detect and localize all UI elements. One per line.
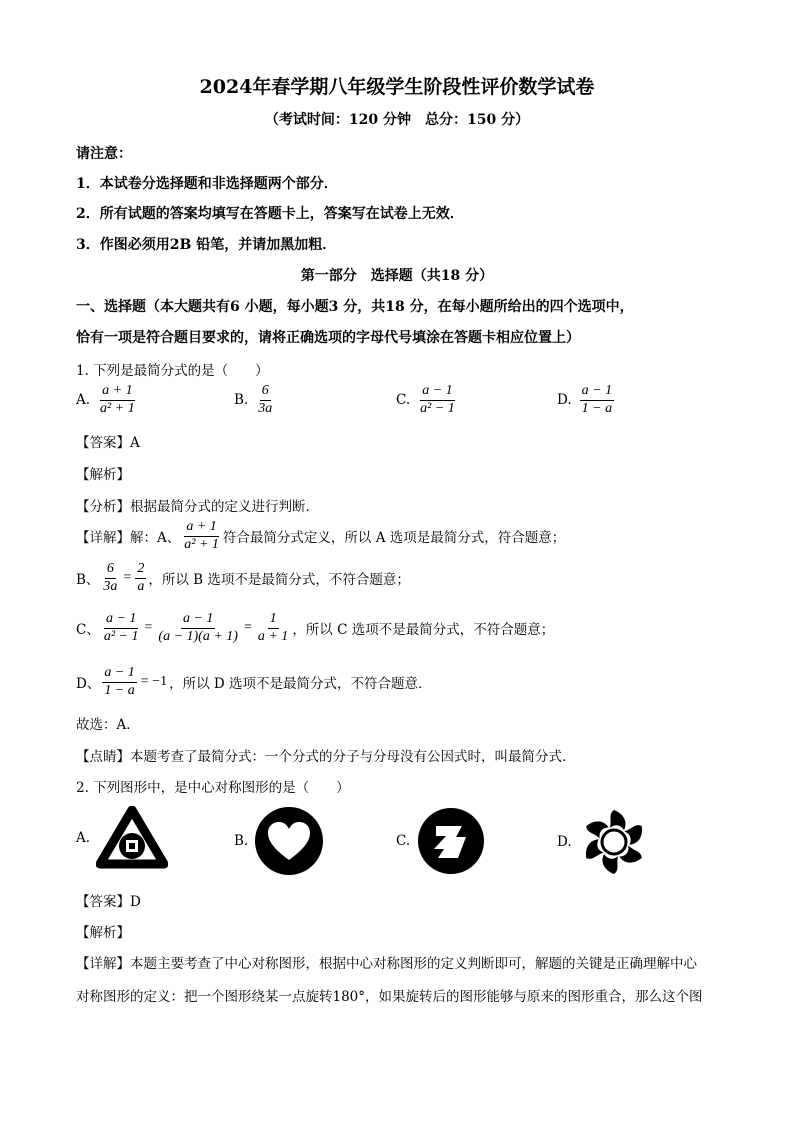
section-instructions-line1: 一、选择题（本大题共有6 小题，每小题3 分，共18 分，在每小题所给出的四个选项中， [76, 299, 634, 315]
detail-prefix: D、 [76, 676, 101, 693]
notice-item-2: 2．所有试题的答案均填写在答题卡上，答案写在试卷上无效． [76, 206, 464, 222]
detail-prefix: B、 [76, 572, 100, 589]
option-label: D. [557, 834, 572, 850]
detail-text: ，所以 D 选项不是最简分式，不符合题意． [169, 676, 432, 693]
q1-analysis-tag: 【解析】 [76, 467, 130, 483]
numerator: 6 [105, 562, 116, 579]
option-label: B. [234, 833, 249, 849]
notice-item-3: 3．作图必须用2B 铅笔，并请加黑加粗． [76, 237, 337, 253]
q2-answer: 【答案】D [76, 894, 141, 910]
notice-item-1: 1．本试卷分选择题和非选择题两个部分． [76, 176, 338, 192]
detail-text: ，所以 B 选项不是最简分式，不符合题意； [148, 572, 410, 589]
q2-option-a [76, 806, 168, 870]
numerator: 6 [260, 384, 271, 401]
fraction [580, 384, 614, 416]
q1-answer: 【答案】A [76, 435, 140, 451]
denominator: 3a [258, 400, 273, 416]
numerator: 2 [135, 562, 146, 579]
denominator: a + 1 [257, 628, 289, 644]
denominator: a² + 1 [100, 400, 135, 416]
flame-ring-icon [578, 806, 650, 878]
page-title: 2024年春学期八年级学生阶段性评价数学试卷 [199, 76, 595, 98]
q2-option-c [396, 806, 486, 876]
numerator: a − 1 [181, 612, 215, 629]
fraction [135, 562, 146, 594]
fraction [156, 612, 240, 644]
numerator: a + 1 [184, 520, 218, 537]
part1-heading: 第一部分 选择题（共18 分） [300, 268, 494, 284]
option-label: D. [557, 392, 572, 409]
q2-option-d [557, 806, 650, 878]
equals: = −1 [140, 674, 168, 690]
q2-analysis-tag: 【解析】 [76, 925, 130, 941]
q1-fenxi: 【分析】根据最简分式的定义进行判断． [76, 499, 319, 515]
detail-prefix: 【详解】解：A、 [76, 530, 181, 547]
q2-option-b [234, 806, 324, 876]
equals: = [144, 620, 153, 636]
denominator: 1 − a [104, 682, 135, 698]
q2-detail-line2: 对称图形的定义：把一个图形绕某一点旋转180°，如果旋转后的图形能够与原来的图形重合，那么这个图 [76, 989, 703, 1005]
numerator: 1 [268, 612, 279, 629]
q1-choice: 故选：A． [76, 717, 140, 733]
detail-text: 符合最简分式定义，所以 A 选项是最简分式，符合题意； [222, 530, 566, 547]
q1-option-c [396, 384, 459, 416]
numerator: a − 1 [420, 384, 454, 401]
exam-info: （考试时间：120 分钟 总分：150 分） [264, 112, 530, 128]
q2-stem: 2. 下列图形中，是中心对称图形的是（ ） [76, 780, 350, 796]
detail-text: ，所以 C 选项不是最简分式，不符合题意； [292, 622, 555, 639]
fraction [256, 384, 274, 416]
denominator: a² − 1 [420, 400, 455, 416]
numerator: a − 1 [102, 666, 136, 683]
fraction [256, 612, 290, 644]
notice-heading: 请注意： [76, 146, 132, 162]
numerator: a − 1 [104, 612, 138, 629]
equals: = [123, 570, 132, 586]
option-label: C. [396, 392, 411, 409]
fraction [182, 520, 221, 552]
fraction [101, 562, 119, 594]
fraction [102, 612, 141, 644]
q1-option-b [234, 384, 276, 416]
q2-detail-line1: 【详解】本题主要考查了中心对称图形，根据中心对称图形的定义判断即可，解题的关键是正确理解中心 [76, 956, 697, 972]
q1-detail-b [76, 562, 410, 594]
triangle-logo-icon [96, 806, 168, 870]
denominator: (a − 1)(a + 1) [158, 628, 238, 644]
equals: = [243, 620, 252, 636]
option-label: B. [234, 392, 249, 409]
q1-detail-c [76, 612, 554, 644]
fraction [102, 666, 136, 698]
q1-option-d [557, 384, 616, 416]
fraction [418, 384, 457, 416]
denominator: 3a [103, 578, 118, 594]
fraction [98, 384, 137, 416]
section-instructions-line2: 恰有一项是符合题目要求的，请将正确选项的字母代号填涂在答题卡相应位置上） [76, 330, 580, 346]
q1-dianjing: 【点睛】本题考查了最简分式：一个分式的分子与分母没有公因式时，叫最简分式． [76, 749, 576, 765]
q1-option-a [76, 384, 139, 416]
numerator: a − 1 [580, 384, 614, 401]
option-label: C. [396, 833, 411, 849]
denominator: a [137, 578, 145, 594]
numerator: a + 1 [100, 384, 134, 401]
q1-stem: 1. 下列是最简分式的是（ ） [76, 363, 269, 379]
q1-detail-a [76, 520, 565, 552]
denominator: 1 − a [581, 400, 613, 416]
heart-circle-icon [254, 806, 324, 876]
option-label: A. [76, 830, 91, 846]
denominator: a² − 1 [103, 628, 139, 644]
z-circle-icon [416, 806, 486, 876]
option-label: A. [76, 392, 91, 409]
detail-prefix: C、 [76, 622, 100, 639]
q1-detail-d [76, 666, 431, 698]
denominator: a² + 1 [184, 536, 219, 552]
